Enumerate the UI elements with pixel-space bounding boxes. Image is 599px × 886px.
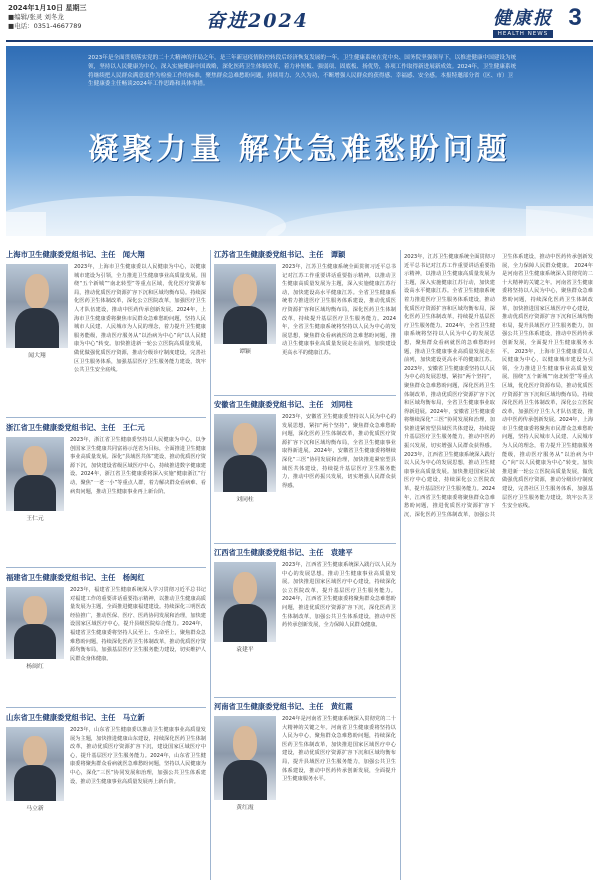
continuation-text <box>404 253 593 879</box>
article-title: 上海市卫生健康委党组书记、主任 闻大翔 <box>6 250 145 259</box>
continued-shanghai: 2023年，上海市卫生健康委以人民健康为中心，以健康城市建设为引领，全力推进卫生健康事业高质量发展。围绕“五个新城”“南北转型”等重点区域，优化医疗资源布局，推动优质医疗资源扩容下沉和区域均衡布局。持续深化医药卫生体制改革，深化公立医院改革，加强医疗卫生人才队伍建设，推动中医药传承创新发展。2024年，上海市卫生健康委将聚焦市民群众急难愁盼问题，坚持人民城市人民建、人民城市为人民的理念，着力提升卫生健康服务能级，推动医疗服务从“以治病为中心”向“以人民健康为中心”转变。加快推进新一轮公立医院高质量发展，做优做强优质医疗资源，推动分级诊疗制度建设，完善社区卫生服务体系，加强基层医疗卫生服务能力建设，筑牢公共卫生安全底线。 <box>502 348 593 510</box>
row-divider <box>214 697 396 698</box>
portrait-photo <box>214 264 276 344</box>
portrait-photo <box>6 437 64 511</box>
article-body: 2024年是河南省卫生健康系统深入贯彻党的二十大精神的关键之年。河南省卫生健康委将坚持以人民为中心，聚焦群众急难愁盼问题，持续深化医药卫生体制改革，加快推进国家区域医疗中心建设，推动优质医疗资源扩容下沉和区域均衡布局，提升县域医疗卫生服务能力，加强公共卫生体系建设，推动中医药传承创新发展，全面提升卫生健康服务水平。 <box>282 716 396 783</box>
article-fujian <box>6 573 206 703</box>
header-rule <box>6 40 593 42</box>
section-title: 奋进2024 <box>206 10 309 32</box>
continued-jiangsu: 2023年，江苏卫生健康系统全面贯彻习近平总书记对江苏工作重要讲话重要指示精神，以推动卫生健康高质量发展为主题，深入实施健康江苏行动，加快建设高水平健康江苏。全省卫生健康系统着力推进医疗卫生服务体系建设，推动优质医疗资源扩容和区域均衡布局，深化医药卫生体制改革，持续提升基层医疗卫生服务能力。2024年，全省卫生健康系统将坚持以人民为中心的发展思想，聚焦群众看病就医的急难愁盼问题，推动卫生健康事业高质量发展走在前列，加快建设更高水平的健康江苏。 <box>404 254 496 364</box>
portrait-photo <box>6 264 68 348</box>
feature-intro: 2023年是全面贯彻落实党的二十大精神的开局之年，是三年新冠疫情防控转段后经济恢复发展的一年。卫生健康系统在党中央、国务院坚强领导下，以推进健康中国建设为统领，坚持以人民健康为中心，深入实施健康中国战略，深化医药卫生体制改革，着力补短板、强弱项、固底板、扬优势，各项工作取得新进展新成效。2024年，卫生健康系统将继续把人民群众满意度作为检验工作的标准，聚焦群众急难愁盼问题，持续用力、久久为功，不断增强人民群众的获得感、幸福感、安全感。本报特邀部分省（区、市）卫生健康委主任畅谈2024年工作思路和具体举措。 <box>88 55 517 88</box>
feature-banner <box>6 46 593 236</box>
portrait-caption: 王仁元 <box>26 516 44 522</box>
page-header <box>6 4 593 40</box>
portrait-photo <box>214 562 276 642</box>
article-jiangxi <box>214 548 396 693</box>
article-title: 山东省卫生健康委党组书记、主任 马立新 <box>6 713 145 722</box>
article-jiangsu <box>214 250 396 390</box>
portrait-photo <box>6 587 64 659</box>
portrait-caption: 杨闽红 <box>26 664 44 670</box>
column-divider <box>210 250 211 880</box>
portrait-photo <box>214 716 276 800</box>
article-body: 2023年，福建省卫生健康系统深入学习贯彻习近平总书记对福建工作的重要讲话重要指示精神，以推动卫生健康高质量发展为主题，全面推进健康福建建设。持续深化三明医改经验推广，推动医保、医疗、医药协同发展和治理，加快建设国家区域医疗中心，提升县级医院综合能力。2024年，福建省卫生健康委将坚持人民至上、生命至上，聚焦群众急难愁盼问题，持续深化医药卫生体制改革，推动优质医疗资源均衡布局，加强基层医疗卫生服务能力建设，切实维护人民群众身体健康。 <box>70 587 206 662</box>
portrait-caption: 袁建平 <box>236 647 254 653</box>
cloud-decoration <box>6 196 286 236</box>
continuation-column <box>404 250 593 880</box>
skyline-decoration <box>526 206 593 236</box>
article-body: 2023年，山东省卫生健康委以推动卫生健康事业高质量发展为主题，加快推进健康山东建设，持续深化医药卫生体制改革，推动优质医疗资源扩容下沉，建设国家区域医疗中心，提升基层医疗卫生服务能力。2024年，山东省卫生健康委将聚焦群众看病就医急难愁盼问题，坚持以人民健康为中心，深化“三医”协同发展和治理，加强公共卫生体系建设，推动卫生健康事业高质量发展再上新台阶。 <box>70 727 206 785</box>
row-divider <box>6 567 206 568</box>
article-body: 2023年，浙江省卫生健康委坚持以人民健康为中心，以争创国家卫生健康共同富裕示范省为目标，全面推进卫生健康事业高质量发展。深化“县域医共体”建设，推动优质医疗资源下沉，加快建设省级区域医疗中心，持续推进数字健康建设。2024年，浙江省卫生健康委将深入实施“健康浙江”行动，聚焦“一老一小”等重点人群，着力解决群众看病难、看病贵问题，推动卫生健康事业再上新台阶。 <box>70 437 206 495</box>
article-body: 2023年，安徽省卫生健康委坚持以人民为中心的发展思想，紧扣“两个坚持”，聚焦群众急难愁盼问题，深化医药卫生体制改革，推动优质医疗资源扩容下沉和区域均衡布局，全省卫生健康事业取得新进展。2024年，安徽省卫生健康委将继续深化“三医”协同发展和治理，加快推进紧密型县域医共体建设，持续提升基层医疗卫生服务能力，推动中医药振兴发展，切实增强人民群众获得感。 <box>282 414 396 489</box>
article-title: 福建省卫生健康委党组书记、主任 杨闽红 <box>6 573 145 582</box>
masthead-logo <box>493 4 553 38</box>
row-divider <box>214 395 396 396</box>
editor-line: ■编辑/张灵 刘冬龙 <box>8 13 64 21</box>
article-body: 2023年，上海市卫生健康委以人民健康为中心，以健康城市建设为引领，全力推进卫生健康事业高质量发展。围绕“五个新城”“南北转型”等重点区域，优化医疗资源布局，推动优质医疗资源扩容下沉和区域均衡布局。持续深化医药卫生体制改革，深化公立医院改革，加强医疗卫生人才队伍建设，推动中医药传承创新发展。2024年，上海市卫生健康委将聚焦市民群众急难愁盼问题，坚持人民城市人民建、人民城市为人民的理念，着力提升卫生健康服务能级，推动医疗服务从“以治病为中心”向“以人民健康为中心”转变。加快推进新一轮公立医院高质量发展，做优做强优质医疗资源，推动分级诊疗制度建设，完善社区卫生服务体系，加强基层医疗卫生服务能力建设，筑牢公共卫生安全底线。 <box>74 264 206 374</box>
portrait-caption: 闻大翔 <box>28 353 46 359</box>
article-title: 浙江省卫生健康委党组书记、主任 王仁元 <box>6 423 145 432</box>
portrait-caption: 黄红霞 <box>236 805 254 811</box>
continued-jiangxi: 2023年，江西省卫生健康系统深入践行以人民为中心的发展思想，推动卫生健康事业高质量发展。加快推进国家区域医疗中心建设，持续深化公立医院改革，提升基层医疗卫生服务能力。2024年，江西省卫生健康委将聚焦群众急难愁盼问题，推进优质医疗资源扩容下沉，深化医药卫生体制改革，加强公共卫生体系建设，推动中医药传承创新发展，全力保障人民群众健康。 <box>404 254 593 518</box>
article-anhui <box>214 400 396 540</box>
skyline-decoration <box>6 212 46 236</box>
article-henan <box>214 702 396 880</box>
portrait-photo <box>214 414 276 492</box>
issue-date: 2024年1月10日 星期三 <box>8 4 87 12</box>
brand-english: HEALTH NEWS <box>493 30 553 38</box>
article-title: 江苏省卫生健康委党组书记、主任 谭颖 <box>214 250 346 259</box>
phone-line: ■电话：0351-4667789 <box>8 22 82 30</box>
portrait-caption: 刘同柱 <box>236 497 254 503</box>
column-divider <box>400 250 401 880</box>
portrait-photo <box>6 727 64 801</box>
row-divider <box>6 417 206 418</box>
article-shanghai <box>6 250 206 410</box>
continued-henan: 2024年是河南省卫生健康系统深入贯彻党的二十大精神的关键之年。河南省卫生健康委将坚持以人民为中心，聚焦群众急难愁盼问题，持续深化医药卫生体制改革，加快推进国家区域医疗中心建设，推动优质医疗资源扩容下沉和区域均衡布局，提升县域医疗卫生服务能力，加强公共卫生体系建设，推动中医药传承创新发展，全面提升卫生健康服务水平。 <box>502 262 593 355</box>
page-number: 3 <box>568 4 582 31</box>
article-title: 江西省卫生健康委党组书记、主任 袁建平 <box>214 548 353 557</box>
continued-anhui: 2023年，安徽省卫生健康委坚持以人民为中心的发展思想，紧扣“两个坚持”，聚焦群众急难愁盼问题，深化医药卫生体制改革，推动优质医疗资源扩容下沉和区域均衡布局，全省卫生健康事业取得新进展。2024年，安徽省卫生健康委将继续深化“三医”协同发展和治理，加快推进紧密型县域医共体建设，持续提升基层医疗卫生服务能力，推动中医药振兴发展，切实增强人民群众获得感。 <box>404 365 496 450</box>
brand-name: 健康报 <box>493 8 553 29</box>
feature-headline: 凝聚力量 解决急难愁盼问题 <box>88 132 511 167</box>
row-divider <box>214 543 396 544</box>
article-zhejiang <box>6 423 206 563</box>
portrait-caption: 谭颖 <box>239 349 251 355</box>
article-body: 2023年，江西省卫生健康系统深入践行以人民为中心的发展思想，推动卫生健康事业高质量发展。加快推进国家区域医疗中心建设，持续深化公立医院改革，提升基层医疗卫生服务能力。2024年，江西省卫生健康委将聚焦群众急难愁盼问题，推进优质医疗资源扩容下沉，深化医药卫生体制改革，加强公共卫生体系建设，推动中医药传承创新发展，全力保障人民群众健康。 <box>282 562 396 629</box>
article-title: 河南省卫生健康委党组书记、主任 黄红霞 <box>214 702 353 711</box>
portrait-caption: 马立新 <box>26 806 44 812</box>
article-title: 安徽省卫生健康委党组书记、主任 刘同柱 <box>214 400 353 409</box>
article-body: 2023年，江苏卫生健康系统全面贯彻习近平总书记对江苏工作重要讲话重要指示精神，以推动卫生健康高质量发展为主题，深入实施健康江苏行动，加快建设高水平健康江苏。全省卫生健康系统着力推进医疗卫生服务体系建设，推动优质医疗资源扩容和区域均衡布局，深化医药卫生体制改革，持续提升基层医疗卫生服务能力。2024年，全省卫生健康系统将坚持以人民为中心的发展思想，聚焦群众看病就医的急难愁盼问题，推动卫生健康事业高质量发展走在前列，加快建设更高水平的健康江苏。 <box>282 264 396 356</box>
header-meta <box>8 4 87 31</box>
article-shandong <box>6 713 206 881</box>
